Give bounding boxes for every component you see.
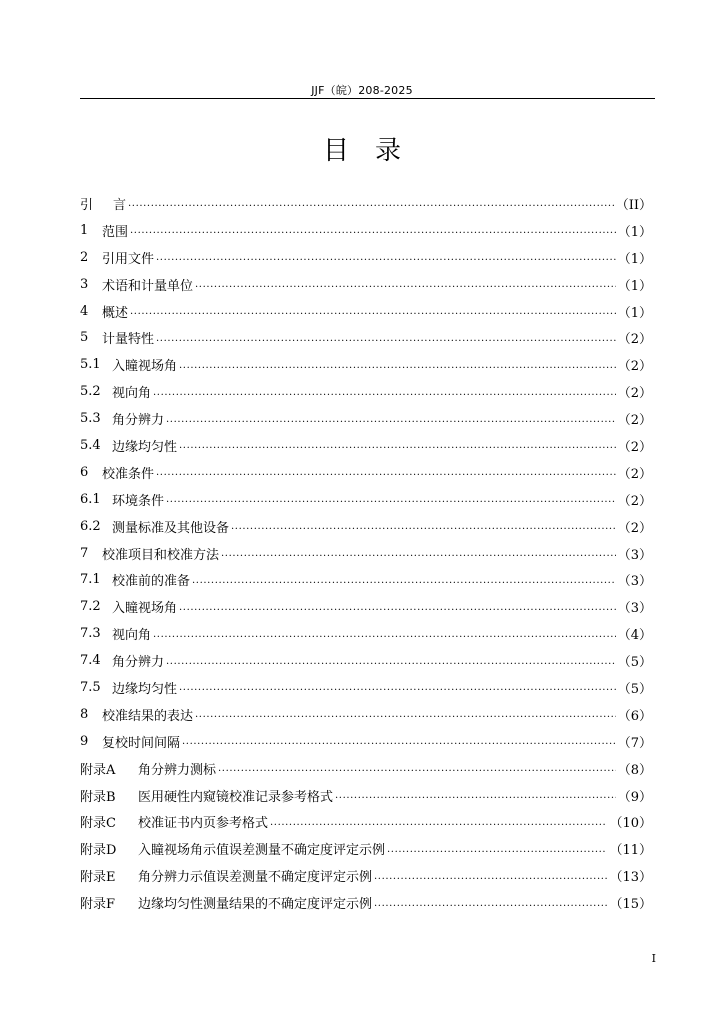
toc-entry[interactable] bbox=[80, 351, 652, 378]
toc-entry-label: 校准证书内页参考格式 bbox=[138, 816, 269, 832]
toc-entry[interactable] bbox=[80, 728, 652, 755]
toc-leader-dots bbox=[195, 276, 616, 292]
toc-leader-dots bbox=[179, 599, 616, 615]
toc-leader-dots bbox=[156, 249, 616, 265]
toc-entry[interactable] bbox=[80, 674, 652, 701]
toc-entry-page: （3） bbox=[617, 601, 652, 617]
toc-entry-label: 测量标准及其他设备 bbox=[112, 520, 230, 536]
toc-entry[interactable] bbox=[80, 620, 652, 647]
toc-entry-page: （10） bbox=[609, 816, 652, 832]
toc-entry-number: 5.3 bbox=[80, 411, 101, 427]
toc-entry-label: 视向角 bbox=[112, 628, 152, 644]
toc-entry-page: （2） bbox=[617, 439, 652, 455]
toc-leader-dots bbox=[179, 357, 616, 373]
toc-entry-number: 4 bbox=[80, 303, 89, 319]
toc-entry[interactable] bbox=[80, 808, 652, 835]
toc-entry-page: （13） bbox=[609, 870, 652, 886]
toc-entry-label: 范围 bbox=[102, 224, 129, 240]
toc-entry-number: 附录D bbox=[80, 843, 117, 859]
toc-entry-number: 5.1 bbox=[80, 357, 101, 373]
toc-entry-page: （2） bbox=[617, 413, 652, 429]
toc-entry[interactable] bbox=[80, 190, 652, 217]
toc-entry-page: （1） bbox=[617, 224, 652, 240]
toc-entry-label: 入瞳视场角 bbox=[112, 359, 178, 375]
toc-entry[interactable] bbox=[80, 782, 652, 809]
toc-entry[interactable] bbox=[80, 432, 652, 459]
toc-entry-page: （2） bbox=[617, 332, 652, 348]
toc-entry-number: 引 bbox=[80, 197, 94, 213]
toc-entry-number: 附录F bbox=[80, 897, 116, 913]
toc-entry[interactable] bbox=[80, 486, 652, 513]
toc-entry[interactable] bbox=[80, 566, 652, 593]
toc-leader-dots bbox=[166, 653, 616, 669]
toc-entry-label: 校准条件 bbox=[102, 466, 155, 482]
toc-entry-number: 7.2 bbox=[80, 599, 101, 615]
toc-entry-number: 附录E bbox=[80, 870, 116, 886]
header-rule bbox=[80, 98, 655, 99]
toc-entry-label: 入瞳视场角示值误差测量不确定度评定示例 bbox=[138, 843, 386, 859]
toc-entry-number: 3 bbox=[80, 276, 89, 292]
toc-list bbox=[80, 190, 652, 916]
toc-leader-dots bbox=[387, 841, 607, 857]
toc-entry-label: 角分辨力测标 bbox=[138, 762, 217, 778]
toc-entry[interactable] bbox=[80, 324, 652, 351]
toc-entry-page: （2） bbox=[617, 520, 652, 536]
toc-entry-label: 言 bbox=[113, 197, 127, 213]
toc-entry[interactable] bbox=[80, 755, 652, 782]
toc-entry-page: （2） bbox=[617, 466, 652, 482]
toc-entry-number: 5.2 bbox=[80, 384, 101, 400]
toc-entry-label: 计量特性 bbox=[102, 332, 155, 348]
toc-entry-label: 视向角 bbox=[112, 386, 152, 402]
toc-entry-label: 校准项目和校准方法 bbox=[102, 547, 220, 563]
toc-entry[interactable] bbox=[80, 540, 652, 567]
toc-entry-page: （7） bbox=[617, 735, 652, 751]
toc-entry-label: 术语和计量单位 bbox=[102, 278, 194, 294]
toc-leader-dots bbox=[153, 626, 616, 642]
toc-entry-page: （1） bbox=[617, 251, 652, 267]
toc-leader-dots bbox=[156, 464, 616, 480]
toc-entry-label: 入瞳视场角 bbox=[112, 601, 178, 617]
toc-entry[interactable] bbox=[80, 701, 652, 728]
toc-entry[interactable] bbox=[80, 459, 652, 486]
toc-entry-page: （2） bbox=[617, 386, 652, 402]
toc-entry-page: （3） bbox=[617, 547, 652, 563]
toc-entry[interactable] bbox=[80, 835, 652, 862]
toc-entry-label: 角分辨力 bbox=[112, 413, 165, 429]
toc-entry-page: （II） bbox=[615, 197, 652, 213]
toc-entry-number: 7.3 bbox=[80, 626, 101, 642]
toc-leader-dots bbox=[166, 491, 616, 507]
toc-entry-label: 引用文件 bbox=[102, 251, 155, 267]
toc-leader-dots bbox=[374, 895, 607, 911]
toc-leader-dots bbox=[335, 787, 616, 803]
toc-entry-number: 附录C bbox=[80, 816, 116, 832]
toc-entry-page: （11） bbox=[609, 843, 652, 859]
toc-leader-dots bbox=[221, 545, 616, 561]
toc-entry-label: 边缘均匀性 bbox=[112, 439, 178, 455]
toc-entry-page: （3） bbox=[617, 574, 652, 590]
toc-entry[interactable] bbox=[80, 405, 652, 432]
toc-leader-dots bbox=[130, 222, 616, 238]
toc-entry-label: 角分辨力 bbox=[112, 655, 165, 671]
toc-leader-dots bbox=[166, 411, 616, 427]
toc-entry-number: 附录A bbox=[80, 762, 116, 778]
toc-entry-page: （9） bbox=[617, 789, 652, 805]
toc-entry-number: 5.4 bbox=[80, 437, 101, 453]
toc-entry[interactable] bbox=[80, 647, 652, 674]
toc-entry-number: 9 bbox=[80, 733, 89, 749]
page-number: I bbox=[651, 952, 656, 965]
toc-entry-number: 1 bbox=[80, 222, 89, 238]
toc-entry-number: 6.1 bbox=[80, 491, 101, 507]
toc-entry-label: 概述 bbox=[102, 305, 129, 321]
toc-entry[interactable] bbox=[80, 513, 652, 540]
toc-entry-label: 复校时间间隔 bbox=[102, 735, 181, 751]
toc-entry-number: 8 bbox=[80, 706, 89, 722]
toc-entry-number: 7 bbox=[80, 545, 89, 561]
toc-leader-dots bbox=[128, 195, 614, 211]
toc-leader-dots bbox=[374, 868, 607, 884]
toc-entry[interactable] bbox=[80, 889, 652, 916]
toc-entry[interactable] bbox=[80, 378, 652, 405]
toc-entry-page: （8） bbox=[617, 762, 652, 778]
toc-leader-dots bbox=[270, 814, 607, 830]
toc-entry-label: 角分辨力示值误差测量不确定度评定示例 bbox=[138, 870, 373, 886]
toc-entry-number: 7.1 bbox=[80, 572, 101, 588]
toc-entry-page: （4） bbox=[617, 628, 652, 644]
running-header: JJF（皖）208-2025 bbox=[311, 84, 413, 97]
toc-entry-number: 6.2 bbox=[80, 518, 101, 534]
toc-entry-page: （1） bbox=[617, 305, 652, 321]
toc-leader-dots bbox=[130, 303, 616, 319]
toc-entry[interactable] bbox=[80, 217, 652, 244]
toc-leader-dots bbox=[218, 760, 616, 776]
toc-leader-dots bbox=[156, 330, 616, 346]
toc-entry-number: 6 bbox=[80, 464, 89, 480]
toc-entry-label: 环境条件 bbox=[112, 493, 165, 509]
toc-entry-label: 校准前的准备 bbox=[112, 574, 191, 590]
toc-entry-page: （5） bbox=[617, 681, 652, 697]
toc-entry-number: 2 bbox=[80, 249, 89, 265]
toc-entry-page: （5） bbox=[617, 655, 652, 671]
toc-entry-label: 边缘均匀性 bbox=[112, 681, 178, 697]
toc-leader-dots bbox=[192, 572, 616, 588]
toc-entry-number: 5 bbox=[80, 330, 89, 346]
toc-leader-dots bbox=[179, 437, 616, 453]
toc-entry-page: （1） bbox=[617, 278, 652, 294]
toc-entry[interactable] bbox=[80, 271, 652, 298]
toc-entry-label: 校准结果的表达 bbox=[102, 708, 194, 724]
toc-entry-number: 附录B bbox=[80, 789, 116, 805]
toc-entry-number: 7.5 bbox=[80, 679, 101, 695]
toc-entry-label: 边缘均匀性测量结果的不确定度评定示例 bbox=[138, 897, 373, 913]
toc-entry-label: 医用硬性内窥镜校准记录参考格式 bbox=[138, 789, 334, 805]
toc-entry-page: （2） bbox=[617, 359, 652, 375]
toc-leader-dots bbox=[182, 733, 616, 749]
toc-entry[interactable] bbox=[80, 244, 652, 271]
toc-leader-dots bbox=[231, 518, 616, 534]
toc-entry-number: 7.4 bbox=[80, 653, 101, 669]
toc-leader-dots bbox=[195, 706, 616, 722]
toc-entry[interactable] bbox=[80, 862, 652, 889]
toc-entry[interactable] bbox=[80, 593, 652, 620]
toc-leader-dots bbox=[179, 679, 616, 695]
toc-entry-page: （2） bbox=[617, 493, 652, 509]
toc-title: 目录 bbox=[322, 136, 427, 166]
toc-entry[interactable] bbox=[80, 298, 652, 325]
toc-leader-dots bbox=[153, 384, 616, 400]
toc-entry-page: （6） bbox=[617, 708, 652, 724]
toc-entry-page: （15） bbox=[609, 897, 652, 913]
